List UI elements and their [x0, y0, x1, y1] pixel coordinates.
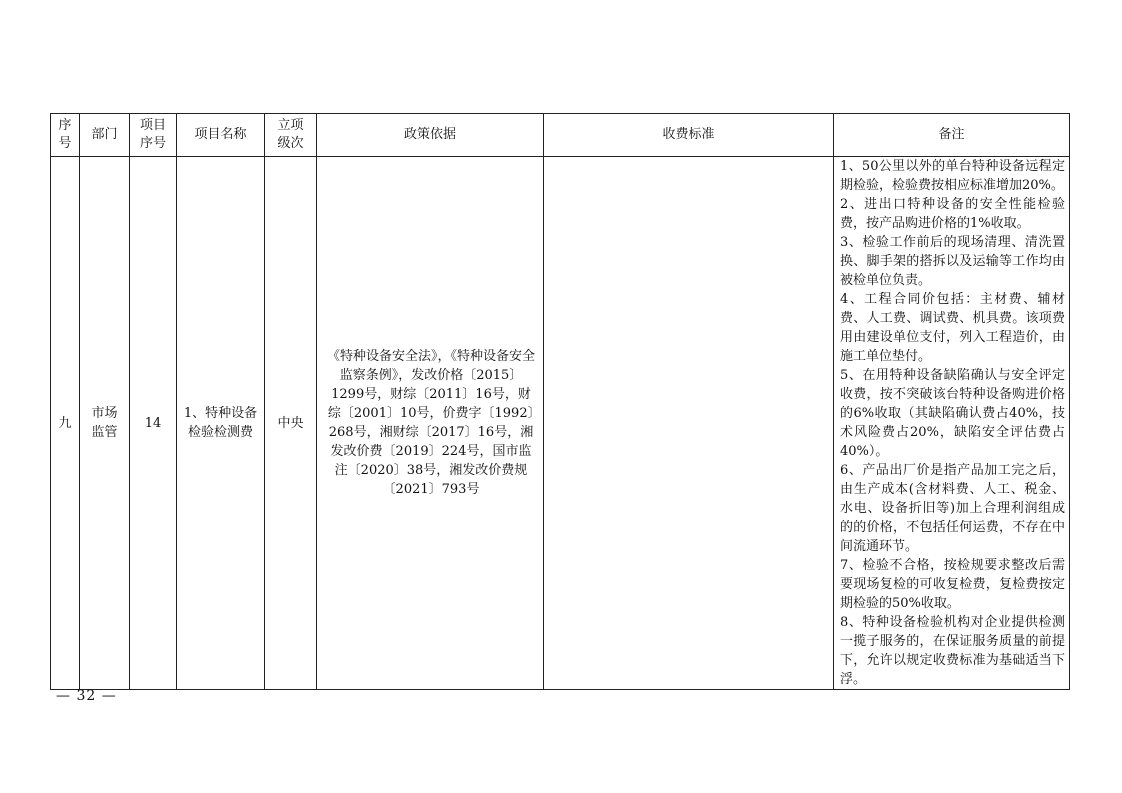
header-notes-label: 备注 [938, 127, 965, 142]
cell-policy-value: 《特种设备安全法》，《特种设备安全监察条例》，发改价格〔2015〕1299号，财综〔2011〕16号，财综〔2001〕10号，价费字〔1992〕268号，湘财综〔2017〕16号，湘发改价费〔2019〕224号，国市监注〔2020〕38号，湘发改价费规〔2021〕793号 [327, 349, 536, 497]
header-dept [80, 114, 130, 157]
note-item-4: 4、工程合同价包括：主材费、辅材费、人工费、调试费、机具费。该项费用由建设单位支付，列入工程造价，由施工单位垫付。 [840, 292, 1065, 364]
cell-seq-value: 九 [58, 415, 72, 431]
header-standard [544, 114, 834, 157]
header-item-seq [130, 114, 177, 157]
cell-item-name-value: 1、特种设备 检验检测费 [183, 406, 258, 440]
cell-notes [834, 157, 1070, 690]
header-item-seq-label: 项目 序号 [139, 118, 166, 151]
cell-policy [317, 157, 544, 690]
cell-item-seq-value: 14 [144, 415, 162, 431]
cell-dept [80, 157, 130, 690]
page-number: — 32 — [56, 688, 117, 704]
header-row [51, 114, 1070, 157]
header-item-name [177, 114, 265, 157]
cell-level [265, 157, 317, 690]
cell-standard [544, 157, 834, 690]
note-item-5: 5、在用特种设备缺陷确认与安全评定收费，按不突破该台特种设备购进价格的6%收取（其缺陷确认费占40%，技术风险费占20%，缺陷安全评估费占40%）。 [840, 368, 1065, 459]
table-row [51, 157, 1070, 690]
header-standard-label: 收费标准 [662, 127, 715, 142]
note-item-1: 1、50公里以外的单台特种设备远程定期检验，检验费按相应标准增加20%。 [840, 159, 1065, 193]
header-policy [317, 114, 544, 157]
cell-dept-value: 市场 监管 [91, 406, 118, 440]
cell-item-seq [130, 157, 177, 690]
header-level [265, 114, 317, 157]
cell-item-name [177, 157, 265, 690]
header-seq-label: 序 号 [58, 118, 72, 151]
note-item-8: 8、特种设备检验机构对企业提供检测一揽子服务的，在保证服务质量的前提下，允许以规定收费标准为基础适当下浮。 [840, 615, 1065, 687]
note-item-2: 2、进出口特种设备的安全性能检验费，按产品购进价格的1%收取。 [840, 197, 1065, 231]
header-dept-label: 部门 [91, 127, 118, 142]
note-item-3: 3、检验工作前后的现场清理、清洗置换、脚手架的搭拆以及运输等工作均由被检单位负责。 [840, 235, 1065, 288]
header-policy-label: 政策依据 [403, 127, 456, 142]
header-item-name-label: 项目名称 [194, 127, 247, 142]
fee-table [50, 113, 1070, 690]
cell-seq [51, 157, 80, 690]
cell-level-value: 中央 [277, 415, 304, 431]
note-item-6: 6、产品出厂价是指产品加工完之后，由生产成本(含材料费、人工、税金、水电、设备折旧等)加上合理利润组成的的价格，不包括任何运费，不存在中间流通环节。 [840, 463, 1065, 554]
header-notes [834, 114, 1070, 157]
header-seq [51, 114, 80, 157]
header-level-label: 立项 级次 [277, 118, 304, 151]
note-item-7: 7、检验不合格，按检规要求整改后需要现场复检的可收复检费，复检费按定期检验的50%收取。 [840, 558, 1065, 611]
